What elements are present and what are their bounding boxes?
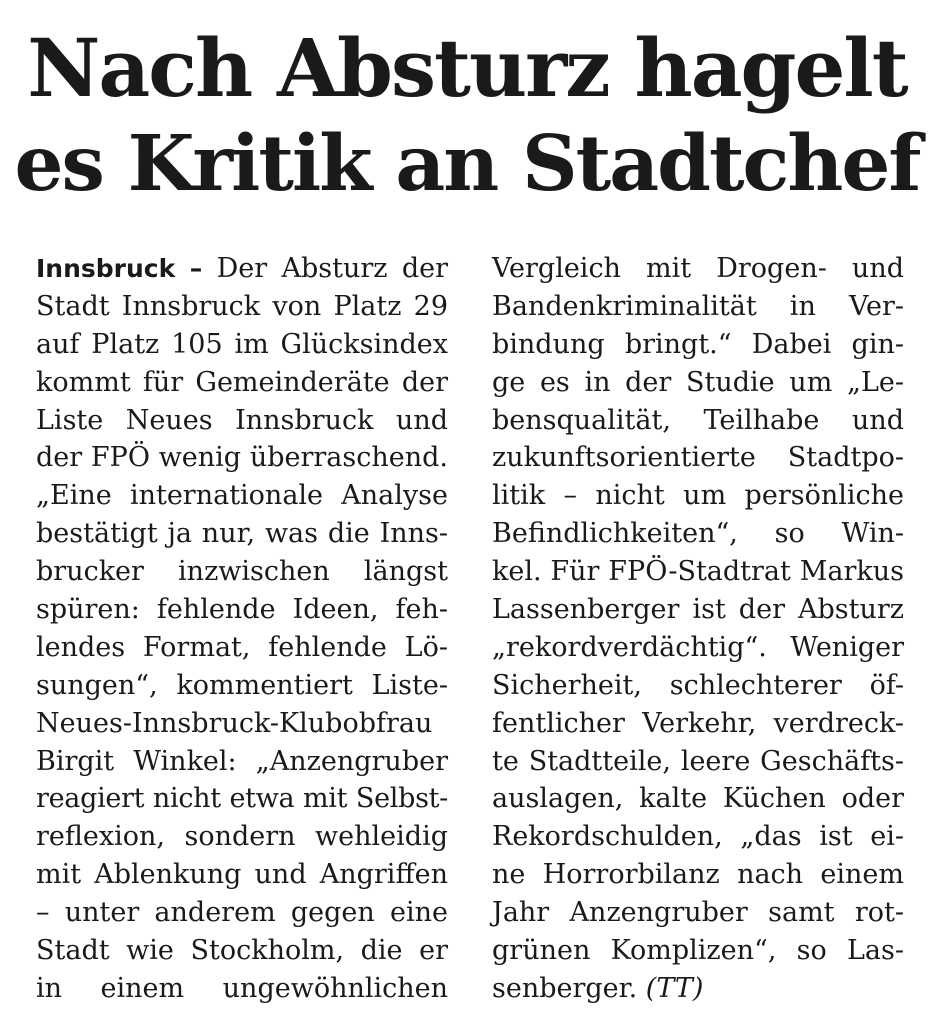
text-line: Befindlichkeiten“, so Win- [492, 518, 904, 550]
text-line: Liste Neues Innsbruck und [36, 404, 448, 436]
dateline: Innsbruck – [36, 254, 203, 283]
text-line: lendes Format, fehlende Lö- [36, 631, 448, 663]
text-line: Jahr Anzengruber samt rot- [492, 897, 904, 929]
text-line: Sicherheit, schlechterer öf- [492, 669, 904, 701]
text-line: bestätigt ja nur, was die Inns- [36, 518, 448, 550]
headline-line-2: es Kritik an Stadtchef [14, 119, 920, 209]
text-line: Neues-Innsbruck-Klubobfrau [36, 707, 433, 739]
text-line: ge es in der Studie um „Le- [492, 366, 904, 398]
text-line: Vergleich mit Drogen- und [492, 253, 904, 284]
text-line: auf Platz 105 im Glücksindex [36, 328, 448, 360]
text-line: kommt für Gemeinderäte der [36, 366, 448, 398]
text-line: Stadt wie Stockholm, die er [36, 935, 448, 967]
text-line: in einem ungewöhnlichen [36, 972, 448, 1004]
headline [0, 20, 934, 212]
text-line: litik – nicht um persönliche [492, 480, 904, 512]
text-line: zukunftsorientierte Stadtpo- [492, 442, 904, 474]
text-line: auslagen, kalte Küchen oder [492, 783, 904, 815]
text-line: sungen“, kommentiert Liste- [36, 669, 448, 701]
text-line: – unter anderem gegen eine [36, 897, 448, 929]
text-line: bindung bringt.“ Dabei gin- [492, 328, 904, 360]
text-line-content: Der Absturz der [216, 253, 448, 284]
text-line: mit Ablenkung und Angriffen [36, 859, 448, 891]
text-line: der FPÖ wenig überraschend. [36, 442, 448, 474]
text-line: te Stadtteile, leere Geschäfts- [492, 745, 904, 777]
text-line: Birgit Winkel: „Anzengruber [36, 745, 448, 777]
text-line: ne Horrorbilanz nach einem [492, 859, 904, 891]
text-line: grünen Komplizen“, so Las- [492, 935, 904, 967]
text-line: fentlicher Verkehr, verdreck- [492, 707, 904, 739]
text-line: reflexion, sondern wehleidig [36, 821, 448, 853]
author-credit: (TT) [645, 972, 704, 1004]
headline-line-1: Nach Absturz hagelt [27, 21, 907, 115]
text-line: reagiert nicht etwa mit Selbst- [36, 783, 448, 815]
text-line [36, 250, 448, 288]
text-line: Rekordschulden, „das ist ei- [492, 821, 904, 853]
text-line: bensqualität, Teilhabe und [492, 404, 904, 436]
text-line: Lassenberger ist der Absturz [492, 594, 904, 626]
text-line: „Eine internationale Analyse [36, 480, 448, 512]
text-line: kel. Für FPÖ-Stadtrat Markus [492, 556, 904, 588]
article-column-left [36, 250, 448, 1008]
text-line: spüren: fehlende Ideen, feh- [36, 594, 448, 626]
text-line-content: senberger. [492, 972, 638, 1004]
text-line: Bandenkriminalität in Ver- [492, 290, 904, 322]
text-line: Stadt Innsbruck von Platz 29 [36, 290, 448, 322]
text-line: brucker inzwischen längst [36, 556, 448, 588]
text-line-last [492, 970, 904, 1008]
text-line: „rekordverdächtig“. Weniger [492, 631, 904, 663]
article-column-right [492, 250, 904, 1008]
